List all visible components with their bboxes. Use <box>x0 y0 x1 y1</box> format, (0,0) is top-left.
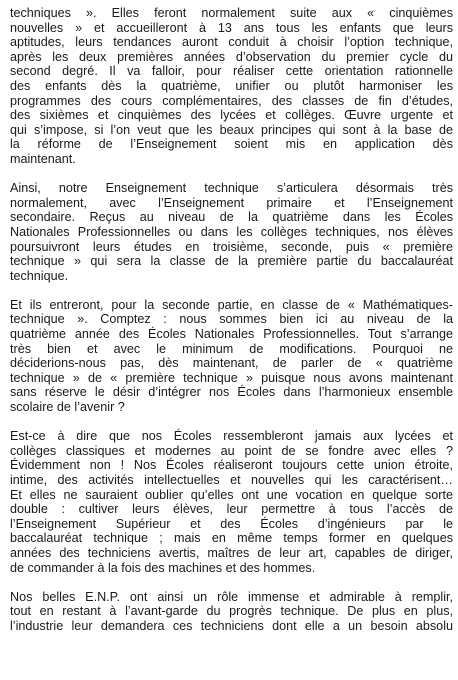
text-line: l’industrie leur demandera ces techniciens dont elle a un besoin absolu <box>10 618 453 633</box>
text-line: collèges classiques et modernes au point de se fondre avec elles ? <box>10 443 453 458</box>
text-line: technique » de « première technique » puisque nous avons maintenant <box>10 370 453 385</box>
text-line: sans réserve le désir d’intégrer nos Écoles dans l’harmonieux ensemble <box>10 385 453 400</box>
text-line: déciderions-nous pas, dès maintenant, de parler de « quatrième <box>10 356 453 371</box>
text-line: de commander à la fois des machines et des hommes. <box>10 560 316 575</box>
text-line: Nos belles E.N.P. ont ainsi un rôle immense et admirable à remplir, <box>10 589 453 604</box>
text-line: intime, des activités intellectuelles et nouvelles qui les caractérisent… <box>10 473 453 487</box>
text-line: Évidemment non ! Nos Écoles réaliseront toujours cette union étroite, <box>10 458 453 473</box>
paragraph-3 <box>10 298 453 415</box>
text-line: technique ». Comptez : nous sommes bien ici au niveau de la <box>10 312 453 327</box>
paragraph-5 <box>10 590 453 634</box>
paragraph-1 <box>10 6 453 167</box>
text-line: Nationales Professionnelles ou dans les collèges techniques, nos élèves <box>10 224 453 239</box>
text-line: maintenant. <box>10 151 76 166</box>
text-line: programmes des cours complémentaires, des classes de fin d’études, <box>10 93 453 108</box>
text-line: quatrième année des Écoles Nationales Professionnelles. Tout s’arrange <box>10 327 453 342</box>
text-line: Et ils entreront, pour la seconde partie, en classe de « Mathématiques- <box>10 297 453 312</box>
text-line: Ainsi, notre Enseignement technique s’articulera désormais très <box>10 181 453 196</box>
text-line: années des techniciens avertis, maîtres de leur art, capables de diriger, <box>10 545 453 560</box>
text-line: des sixièmes et cinquièmes des lycées et collèges. Œuvre urgente et <box>10 108 453 123</box>
text-line: normalement, avec l’Enseignement primaire et l’Enseignement <box>10 195 453 210</box>
text-line: tout en restant à l’avant-garde du progrès technique. De plus en plus, <box>10 604 453 619</box>
text-line: Est-ce à dire que nos Écoles ressembleront jamais aux lycées et <box>10 429 453 444</box>
document-page <box>10 6 453 648</box>
text-line: nouvelles » et accueilleront à 13 ans tous les enfants que leurs <box>10 20 453 35</box>
text-line: double : cultiver leurs élèves, leur permettre à tous l’accès de <box>10 502 453 517</box>
text-line: second degré. Il va falloir, pour réaliser cette orientation rationnelle <box>10 64 453 79</box>
text-line: poursuivront leurs études en troisième, seconde, puis « première <box>10 239 453 254</box>
text-line: après les deux premières années d’observation du premier cycle du <box>10 49 453 64</box>
paragraph-2 <box>10 181 453 283</box>
text-line: l’Enseignement Supérieur et des Écoles d’ingénieurs par le <box>10 516 453 531</box>
text-line: baccalauréat technique ; mais en même temps former en quelques <box>10 531 453 546</box>
text-line: des enfants dès la quatrième, unifier ou plutôt harmoniser les <box>10 78 453 93</box>
text-line: aptitudes, leurs tendances auront conduit à choisir l’option technique, <box>10 35 453 50</box>
text-line: qui s’impose, si l’on veut que les beaux principes qui sont à la base de <box>10 122 453 137</box>
text-line: technique » qui sera la classe de la première partie du baccalauréat <box>10 254 453 269</box>
text-line: la réforme de l’Enseignement soient mis en application dès <box>10 137 453 152</box>
text-line: secondaire. Reçus au niveau de la quatrième dans les Écoles <box>10 210 453 225</box>
paragraph-4 <box>10 429 453 575</box>
text-line: scolaire de l’avenir ? <box>10 400 125 415</box>
text-line: technique. <box>10 268 69 283</box>
text-line: techniques ». Elles feront normalement suite aux « cinquièmes <box>10 6 453 20</box>
text-line: très bien et avec le minimum de modifications. Pourquoi ne <box>10 341 453 356</box>
text-line: Et elles ne sauraient oublier qu’elles ont une vocation en quelque sorte <box>10 487 453 502</box>
